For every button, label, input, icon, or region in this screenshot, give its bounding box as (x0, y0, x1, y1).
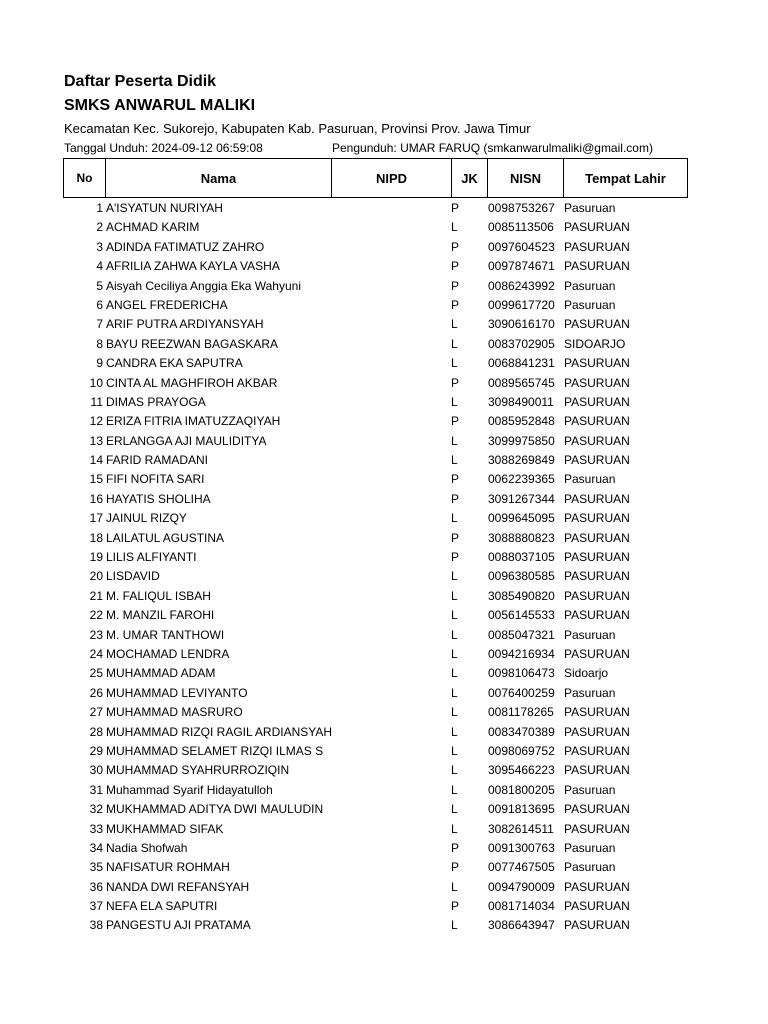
cell-nama: Aisyah Ceciliya Anggia Eka Wahyuni (106, 278, 301, 293)
table-row (0, 393, 768, 412)
cell-no: 1 (96, 201, 103, 215)
cell-no: 11 (90, 394, 103, 409)
cell-nama: ARIF PUTRA ARDIYANSYAH (106, 317, 264, 332)
table-row (0, 257, 768, 276)
cell-no: 26 (89, 685, 103, 700)
cell-jk: P (451, 899, 460, 914)
table-row (0, 858, 768, 877)
cell-tempat-lahir: Pasuruan (564, 627, 616, 642)
cell-nama: FARID RAMADANI (106, 453, 209, 468)
cell-nama: HAYATIS SHOLIHA (106, 491, 211, 506)
cell-nisn: 0068841231 (488, 356, 555, 371)
cell-no: 7 (96, 317, 103, 332)
cell-nisn: 3098490011 (488, 394, 554, 409)
cell-nama: BAYU REEZWAN BAGASKARA (106, 336, 279, 351)
download-date: Tanggal Unduh: 2024-09-12 06:59:08 (64, 141, 263, 155)
cell-nisn: 3088269849 (488, 453, 555, 468)
cell-jk: P (451, 414, 460, 429)
cell-nisn: 0088037105 (488, 550, 555, 565)
cell-jk: P (451, 472, 460, 487)
cell-jk: L (451, 608, 458, 623)
table-row (0, 800, 768, 819)
cell-nama: MUHAMMAD SYAHRURROZIQIN (106, 763, 290, 778)
cell-tempat-lahir: Pasuruan (564, 297, 616, 312)
cell-no: 17 (89, 511, 103, 526)
table-row (0, 432, 768, 451)
cell-tempat-lahir: PASURUAN (564, 491, 630, 506)
downloader-info: Pengunduh: UMAR FARUQ (smkanwarulmaliki@gmail.com) (332, 141, 653, 155)
cell-tempat-lahir: PASURUAN (564, 588, 630, 603)
cell-no: 29 (89, 743, 103, 758)
cell-jk: P (451, 297, 460, 312)
cell-tempat-lahir: PASURUAN (564, 356, 630, 371)
table-row (0, 354, 768, 373)
cell-nisn: 0099617720 (488, 297, 555, 312)
table-row (0, 684, 768, 703)
cell-jk: L (451, 356, 458, 371)
table-row (0, 509, 768, 528)
cell-no: 13 (89, 433, 103, 448)
cell-tempat-lahir: PASURUAN (564, 743, 630, 758)
cell-tempat-lahir: PASURUAN (564, 433, 630, 448)
cell-tempat-lahir: PASURUAN (564, 414, 630, 429)
cell-nama: ACHMAD KARIM (106, 220, 200, 235)
table-body (0, 199, 768, 936)
table-row (0, 238, 768, 257)
table-row (0, 315, 768, 334)
cell-tempat-lahir: PASURUAN (564, 317, 630, 332)
cell-nisn: 3086643947 (488, 918, 555, 933)
table-row (0, 587, 768, 606)
cell-no: 32 (89, 802, 103, 817)
cell-nama: LAILATUL AGUSTINA (106, 530, 225, 545)
cell-no: 37 (89, 899, 103, 914)
table-row (0, 296, 768, 315)
cell-nama: Muhammad Syarif Hidayatulloh (106, 782, 273, 797)
cell-tempat-lahir: PASURUAN (564, 259, 630, 274)
cell-nama: MUHAMMAD MASRURO (106, 705, 243, 720)
cell-nisn: 0085047321 (488, 627, 555, 642)
table-row (0, 742, 768, 761)
cell-nama: DIMAS PRAYOGA (106, 394, 206, 409)
cell-nisn: 0062239365 (488, 472, 555, 487)
cell-tempat-lahir: Pasuruan (564, 840, 616, 855)
cell-no: 31 (89, 782, 103, 797)
cell-nama: CINTA AL MAGHFIROH AKBAR (106, 375, 278, 390)
table-row (0, 567, 768, 586)
cell-tempat-lahir: PASURUAN (564, 879, 630, 894)
cell-nama: LISDAVID (106, 569, 160, 584)
cell-nisn: 0081800205 (488, 782, 555, 797)
cell-jk: P (451, 201, 460, 215)
cell-jk: P (451, 530, 460, 545)
cell-nisn: 0098753267 (488, 201, 555, 215)
cell-nama: M. UMAR TANTHOWI (106, 627, 225, 642)
cell-nisn: 0086243992 (488, 278, 555, 293)
cell-no: 8 (96, 336, 103, 351)
cell-nama: FIFI NOFITA SARI (106, 472, 205, 487)
cell-tempat-lahir: PASURUAN (564, 239, 630, 254)
cell-no: 9 (96, 356, 103, 371)
cell-nama: ERIZA FITRIA IMATUZZAQIYAH (106, 414, 281, 429)
cell-no: 12 (89, 414, 103, 429)
cell-nama: A'ISYATUN NURIYAH (106, 201, 223, 215)
cell-tempat-lahir: PASURUAN (564, 511, 630, 526)
cell-nisn: 0085113506 (488, 220, 554, 235)
cell-tempat-lahir: Pasuruan (564, 782, 616, 797)
table-row (0, 199, 768, 218)
cell-nama: MUKHAMMAD ADITYA DWI MAULUDIN (106, 802, 324, 817)
cell-nisn: 0081178265 (488, 705, 554, 720)
cell-jk: L (451, 743, 458, 758)
cell-nama: ERLANGGA AJI MAULIDITYA (106, 433, 267, 448)
cell-nisn: 0083470389 (488, 724, 555, 739)
cell-no: 18 (89, 530, 103, 545)
cell-tempat-lahir: PASURUAN (564, 530, 630, 545)
column-header-tempat-lahir: Tempat Lahir (585, 170, 666, 186)
cell-nama: MUKHAMMAD SIFAK (106, 821, 224, 836)
table-row (0, 781, 768, 800)
cell-no: 10 (89, 375, 103, 390)
cell-no: 28 (89, 724, 103, 739)
table-row (0, 606, 768, 625)
cell-tempat-lahir: Pasuruan (564, 472, 616, 487)
table-row (0, 335, 768, 354)
cell-tempat-lahir: Pasuruan (564, 860, 616, 875)
cell-tempat-lahir: PASURUAN (564, 724, 630, 739)
cell-nisn: 0097874671 (488, 259, 555, 274)
table-row (0, 703, 768, 722)
table-row (0, 277, 768, 296)
cell-nisn: 0077467505 (488, 860, 555, 875)
cell-nama: MUHAMMAD RIZQI RAGIL ARDIANSYAH (106, 724, 333, 739)
cell-tempat-lahir: PASURUAN (564, 821, 630, 836)
table-row (0, 761, 768, 780)
cell-jk: L (451, 685, 458, 700)
cell-tempat-lahir: SIDOARJO (564, 336, 626, 351)
cell-no: 35 (89, 860, 103, 875)
cell-jk: L (451, 220, 458, 235)
table-row (0, 916, 768, 935)
cell-no: 6 (96, 297, 103, 312)
table-row (0, 490, 768, 509)
cell-jk: L (451, 317, 458, 332)
cell-jk: L (451, 627, 458, 642)
cell-no: 36 (89, 879, 103, 894)
column-header-jk: JK (452, 159, 488, 197)
cell-jk: L (451, 879, 458, 894)
cell-jk: L (451, 588, 458, 603)
cell-nisn: 0094790009 (488, 879, 555, 894)
cell-nama: ADINDA FATIMATUZ ZAHRO (106, 239, 265, 254)
cell-no: 14 (89, 453, 103, 468)
cell-jk: L (451, 433, 458, 448)
cell-nisn: 0083702905 (488, 336, 555, 351)
cell-tempat-lahir: PASURUAN (564, 394, 630, 409)
cell-nama: M. FALIQUL ISBAH (106, 588, 211, 603)
cell-no: 23 (89, 627, 103, 642)
cell-tempat-lahir: PASURUAN (564, 705, 630, 720)
column-header-nipd: NIPD (332, 159, 452, 197)
cell-tempat-lahir: PASURUAN (564, 802, 630, 817)
cell-nama: JAINUL RIZQY (106, 511, 187, 526)
table-row (0, 897, 768, 916)
table-row (0, 839, 768, 858)
cell-no: 3 (96, 239, 103, 254)
table-header (63, 158, 688, 198)
cell-jk: L (451, 821, 458, 836)
table-row (0, 529, 768, 548)
cell-jk: P (451, 239, 460, 254)
cell-nama: CANDRA EKA SAPUTRA (106, 356, 243, 371)
cell-tempat-lahir: PASURUAN (564, 763, 630, 778)
table-row (0, 878, 768, 897)
cell-jk: P (451, 491, 460, 506)
cell-nisn: 0098069752 (488, 743, 555, 758)
cell-nisn: 3099975850 (488, 433, 555, 448)
table-row (0, 412, 768, 431)
cell-no: 20 (89, 569, 103, 584)
table-row (0, 451, 768, 470)
cell-jk: L (451, 453, 458, 468)
cell-nama: NAFISATUR ROHMAH (106, 860, 230, 875)
cell-jk: L (451, 646, 458, 661)
table-row (0, 470, 768, 489)
cell-tempat-lahir: PASURUAN (564, 646, 630, 661)
cell-jk: P (451, 550, 460, 565)
cell-no: 19 (89, 550, 103, 565)
cell-no: 24 (89, 646, 103, 661)
cell-jk: P (451, 375, 460, 390)
cell-nisn: 0094216934 (488, 646, 555, 661)
cell-nama: ANGEL FREDERICHA (106, 297, 228, 312)
cell-nisn: 3082614511 (488, 821, 554, 836)
column-header-no: No (64, 159, 106, 197)
cell-nisn: 0076400259 (488, 685, 555, 700)
cell-nisn: 0085952848 (488, 414, 555, 429)
cell-jk: P (451, 278, 460, 293)
cell-no: 16 (89, 491, 103, 506)
cell-nisn: 0099645095 (488, 511, 555, 526)
cell-no: 33 (89, 821, 103, 836)
cell-nisn: 0091300763 (488, 840, 555, 855)
cell-nisn: 0089565745 (488, 375, 555, 390)
cell-tempat-lahir: Pasuruan (564, 201, 616, 215)
cell-tempat-lahir: Sidoarjo (564, 666, 609, 681)
cell-jk: L (451, 782, 458, 797)
cell-jk: P (451, 860, 460, 875)
cell-no: 34 (89, 840, 103, 855)
page-title: Daftar Peserta Didik (64, 73, 217, 90)
cell-no: 22 (89, 608, 103, 623)
table-row (0, 374, 768, 393)
table-row (0, 548, 768, 567)
cell-tempat-lahir: PASURUAN (564, 375, 630, 390)
cell-nama: AFRILIA ZAHWA KAYLA VASHA (106, 259, 280, 274)
cell-nisn: 0081714034 (488, 899, 555, 914)
cell-nama: MUHAMMAD ADAM (106, 666, 216, 681)
cell-jk: L (451, 511, 458, 526)
cell-no: 4 (96, 259, 103, 274)
location-text: Kecamatan Kec. Sukorejo, Kabupaten Kab. Pasuruan, Provinsi Prov. Jawa Timur (64, 121, 531, 136)
cell-jk: L (451, 802, 458, 817)
cell-nisn: 3088880823 (488, 530, 555, 545)
table-row (0, 645, 768, 664)
school-name: SMKS ANWARUL MALIKI (64, 97, 256, 114)
cell-jk: L (451, 705, 458, 720)
cell-tempat-lahir: PASURUAN (564, 550, 630, 565)
cell-jk: L (451, 918, 458, 933)
cell-nama: PANGESTU AJI PRATAMA (106, 918, 251, 933)
cell-jk: L (451, 763, 458, 778)
cell-tempat-lahir: PASURUAN (564, 453, 630, 468)
column-header-nisn: NISN (488, 159, 564, 197)
cell-tempat-lahir: PASURUAN (564, 918, 630, 933)
cell-no: 27 (89, 705, 103, 720)
cell-jk: L (451, 336, 458, 351)
cell-nama: Nadia Shofwah (106, 840, 188, 855)
cell-nisn: 0091813695 (488, 802, 555, 817)
cell-nama: LILIS ALFIYANTI (106, 550, 197, 565)
cell-nama: MOCHAMAD LENDRA (106, 646, 230, 661)
table-row (0, 820, 768, 839)
cell-nisn: 0098106473 (488, 666, 555, 681)
cell-nisn: 0097604523 (488, 239, 555, 254)
cell-jk: L (451, 724, 458, 739)
cell-nisn: 3095466223 (488, 763, 555, 778)
cell-no: 5 (96, 278, 103, 293)
cell-tempat-lahir: PASURUAN (564, 608, 630, 623)
table-row (0, 723, 768, 742)
cell-nama: NANDA DWI REFANSYAH (106, 879, 250, 894)
cell-tempat-lahir: Pasuruan (564, 685, 616, 700)
cell-no: 21 (89, 588, 103, 603)
cell-no: 25 (89, 666, 103, 681)
cell-nisn: 0096380585 (488, 569, 555, 584)
cell-nama: M. MANZIL FAROHI (106, 608, 215, 623)
table-row (0, 626, 768, 645)
cell-no: 30 (89, 763, 103, 778)
cell-tempat-lahir: PASURUAN (564, 220, 630, 235)
cell-nama: MUHAMMAD LEVIYANTO (106, 685, 248, 700)
cell-nama: MUHAMMAD SELAMET RIZQI ILMAS S (106, 743, 324, 758)
cell-nisn: 0056145533 (488, 608, 555, 623)
cell-tempat-lahir: PASURUAN (564, 569, 630, 584)
cell-nama: NEFA ELA SAPUTRI (106, 899, 218, 914)
cell-jk: L (451, 666, 458, 681)
cell-no: 15 (89, 472, 103, 487)
cell-jk: P (451, 840, 460, 855)
cell-nisn: 3090616170 (488, 317, 555, 332)
cell-jk: L (451, 569, 458, 584)
column-header-nama: Nama (106, 159, 332, 197)
cell-nisn: 3091267344 (488, 491, 555, 506)
cell-tempat-lahir: Pasuruan (564, 278, 616, 293)
cell-jk: L (451, 394, 458, 409)
table-row (0, 664, 768, 683)
cell-jk: P (451, 259, 460, 274)
cell-tempat-lahir: PASURUAN (564, 899, 630, 914)
cell-nisn: 3085490820 (488, 588, 555, 603)
table-row (0, 218, 768, 237)
cell-no: 38 (89, 918, 103, 933)
cell-no: 2 (96, 220, 103, 235)
